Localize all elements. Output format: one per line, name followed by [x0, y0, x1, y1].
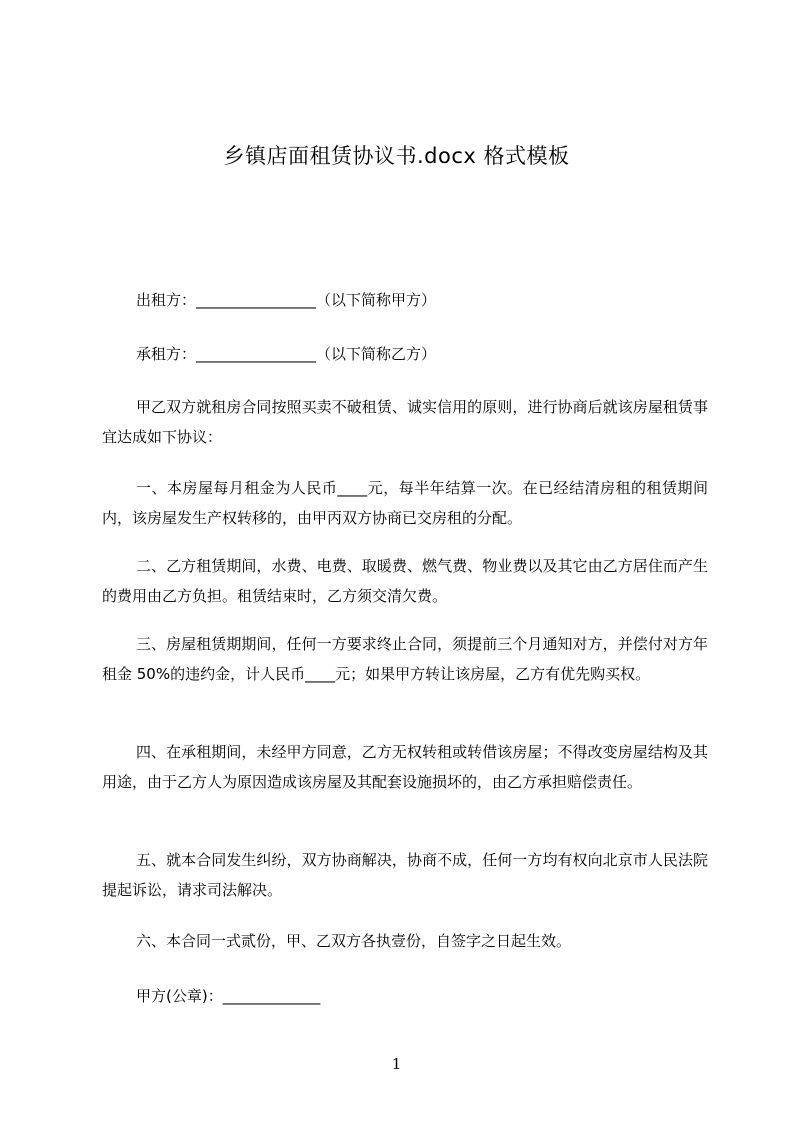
clause-4: 四、在承租期间，未经甲方同意，乙方无权转租或转借该房屋；不得改变房屋结构及其用途，由于乙方人为原因造成该房屋及其配套设施损坏的，由乙方承担赔偿责任。 — [102, 743, 708, 791]
clause-1: 一、本房屋每月租金为人民币____元，每半年结算一次。在已经结清房租的租赁期间内，该房屋发生产权转移的，由甲丙双方协商已交房租的分配。 — [102, 479, 708, 527]
page-number: 1 — [391, 1055, 402, 1073]
intro-paragraph: 甲乙双方就租房合同按照买卖不破租赁、诚实信用的原则，进行协商后就该房屋租赁事宜达成如下协议： — [102, 398, 708, 446]
document-title: 乡镇店面租赁协议书.docx 格式模板 — [223, 144, 570, 168]
clause-3: 三、房屋租赁期期间，任何一方要求终止合同，须提前三个月通知对方，并偿付对方年租金 50%的违约金，计人民币____元；如果甲方转让该房屋，乙方有优先购买权。 — [102, 635, 708, 683]
lessor-line: 出租方：________________（以下简称甲方） — [136, 291, 437, 309]
clause-2: 二、乙方租赁期间，水费、电费、取暖费、燃气费、物业费以及其它由乙方居住而产生的费用由乙方负担。租赁结束时，乙方须交清欠费。 — [102, 557, 708, 605]
lessee-line: 承租方：________________（以下简称乙方） — [136, 345, 437, 363]
clause-6: 六、本合同一式贰份，甲、乙双方各执壹份，自签字之日起生效。 — [136, 932, 572, 950]
party-a-signature: 甲方(公章)：_____________ — [136, 987, 321, 1005]
clause-5: 五、就本合同发生纠纷，双方协商解决，协商不成，任何一方均有权向北京市人民法院提起诉讼，请求司法解决。 — [102, 851, 708, 899]
